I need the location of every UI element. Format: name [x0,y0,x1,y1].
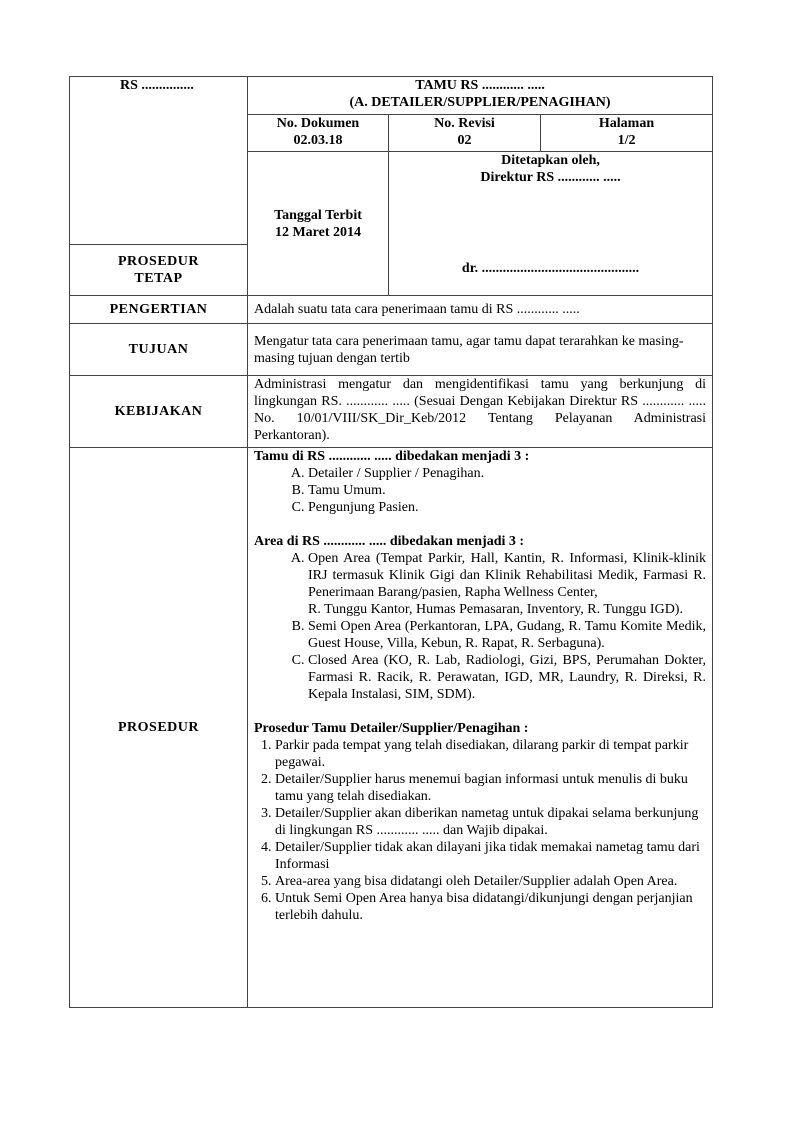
doc-number-cell [248,115,389,152]
tujuan-text-cell [248,324,713,376]
doc-number-value: 02.03.18 [293,133,343,148]
approval-label: Ditetapkan oleh, [501,153,600,168]
area-open-continued: R. Tunggu Kantor, Humas Pemasaran, Inventory, R. Tunggu IGD). [308,602,683,617]
issue-date-label: Tanggal Terbit [274,207,362,223]
pengertian-text-cell [248,296,713,324]
approval-cell [389,152,713,296]
pengertian-label: PENGERTIAN [109,302,208,317]
document-title: TAMU RS ............ ..... [415,78,545,93]
kebijakan-text-cell [248,376,713,448]
page-cell [541,115,713,152]
sop-table [69,76,713,1008]
tujuan-text: Mengatur tata cara penerimaan tamu, agar tamu dapat terarahkan ke masing-masing tujuan dengan tertib [254,333,684,366]
procedure-steps-heading: Prosedur Tamu Detailer/Supplier/Penagihan : [254,721,529,736]
tujuan-label: TUJUAN [128,342,189,357]
hospital-name-cell [70,77,248,245]
issue-date-value: 12 Maret 2014 [274,224,362,240]
approval-director: Direktur RS ............ ..... [480,170,621,185]
prosedur-label-cell [70,448,248,1008]
area-open: A. Open Area (Tempat Parkir, Hall, Kantin, R. Informasi, Klinik-klinik IRJ termasuk Klinik Gigi dan Klinik Rehabilitasi Medik, Farmasi R. Penerimaan Barang/pasien, Rapha Wellness Center, [308,551,707,600]
guest-types-heading: Tamu di RS ............ ..... dibedakan menjadi 3 : [254,449,530,464]
list-item: C. Closed Area (KO, R. Lab, Radiologi, Gizi, BPS, Perumahan Dokter, Farmasi R. Racik, R. Perawatan, IGD, MR, Laundry, R. Direksi, R. Kepala Instalasi, SIM, SDM). [308,652,706,703]
list-item: 4. Detailer/Supplier tidak akan dilayani jika tidak memakai nametag tamu dari Informasi [275,839,706,873]
areas-heading: Area di RS ............ ..... dibedakan menjadi 3 : [254,534,525,549]
revision-label: No. Revisi [434,116,495,131]
page-value: 1/2 [617,133,636,148]
kebijakan-label: KEBIJAKAN [114,404,203,419]
list-item: 3. Detailer/Supplier akan diberikan nametag untuk dipakai selama berkunjung di lingkungan RS ............ ..... dan Wajib dipakai. [275,805,706,839]
guest-types-list [254,465,706,516]
prosedur-label: PROSEDUR [117,720,199,735]
issue-date-cell [248,152,389,296]
list-item: A. Detailer / Supplier / Penagihan. [308,465,706,482]
list-item [308,550,706,618]
revision-value: 02 [457,133,472,148]
kebijakan-label-cell [70,376,248,448]
document-title-cell [248,77,713,115]
kebijakan-text: Administrasi mengatur dan mengidentifikasi tamu yang berkunjung di lingkungan RS. ............ ..... (Sesuai Dengan Kebijakan Direktur RS ............ ..... No. 10/01/VIII/SK_Dir_Keb/2012 Tentang Pelayanan Administrasi Perkantoran). [254,377,707,443]
doc-type-cell [70,245,248,296]
signature-line: dr. ............................................. [461,261,640,276]
list-item: C. Pengunjung Pasien. [308,499,706,516]
list-item: 5. Area-area yang bisa didatangi oleh Detailer/Supplier adalah Open Area. [275,873,706,890]
list-item: 2. Detailer/Supplier harus menemui bagian informasi untuk menulis di buku tamu yang telah disediakan. [275,771,706,805]
tujuan-label-cell [70,324,248,376]
revision-cell [389,115,541,152]
list-item: B. Tamu Umum. [308,482,706,499]
list-item: B. Semi Open Area (Perkantoran, LPA, Gudang, R. Tamu Komite Medik, Guest House, Villa, Kebun, R. Rapat, R. Serbaguna). [308,618,706,652]
procedure-steps-list [254,737,706,924]
page-label: Halaman [598,116,655,131]
areas-list [254,550,706,703]
document-subtitle: (A. DETAILER/SUPPLIER/PENAGIHAN) [349,95,611,110]
list-item: 6. Untuk Semi Open Area hanya bisa didatangi/dikunjungi dengan perjanjian terlebih dahulu. [275,890,706,924]
pengertian-text: Adalah suatu tata cara penerimaan tamu di RS ............ ..... [254,302,580,317]
prosedur-content-cell [248,448,713,1008]
hospital-name: RS ............... [120,78,194,93]
doc-number-label: No. Dokumen [276,116,360,131]
pengertian-label-cell [70,296,248,324]
list-item: 1. Parkir pada tempat yang telah disediakan, dilarang parkir di tempat parkir pegawai. [275,737,706,771]
doc-type-line2: TETAP [134,271,183,286]
doc-type-line1: PROSEDUR [117,254,199,269]
sop-document [69,76,712,1007]
